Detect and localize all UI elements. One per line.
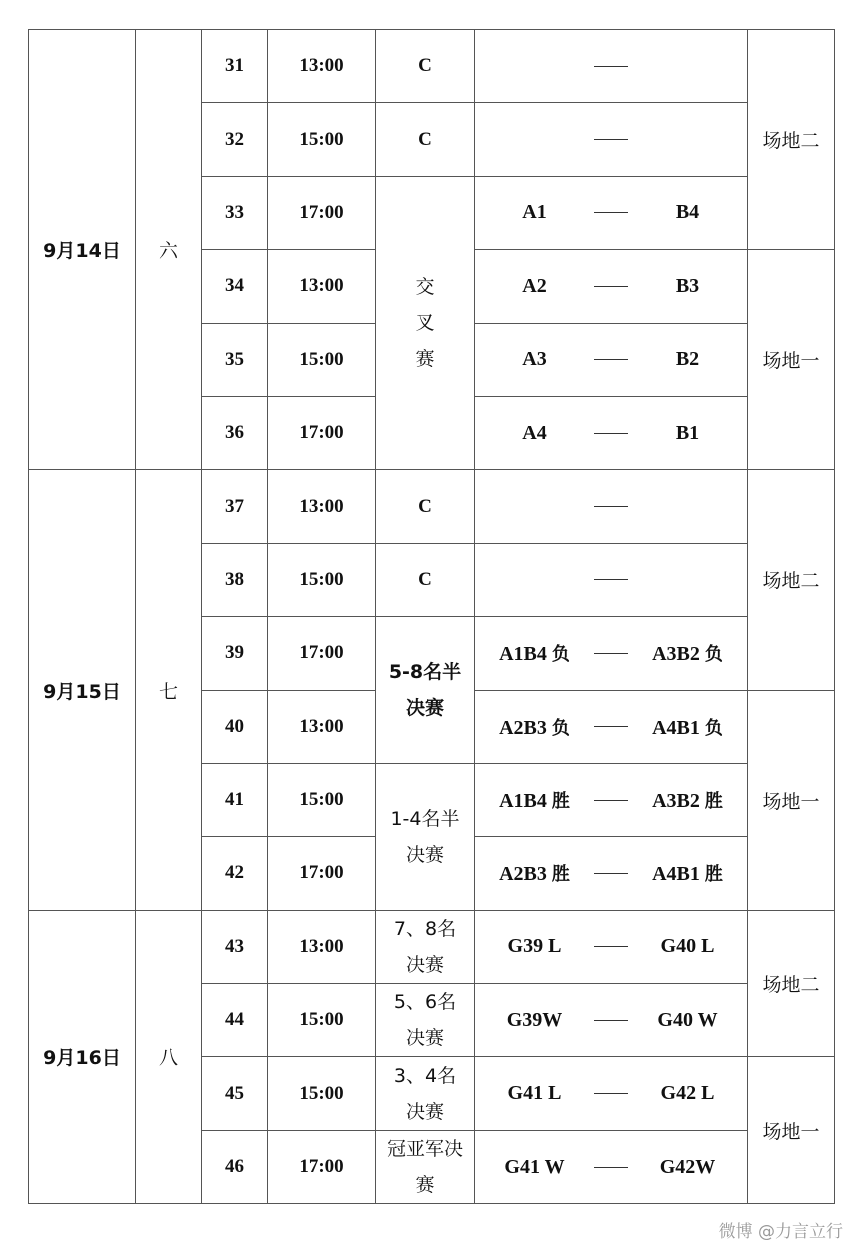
round-label: 1-4名半决赛 [390, 807, 460, 866]
home-team: A2B3 胜 [499, 863, 570, 886]
round-cell: C [376, 543, 475, 616]
vs-dash [594, 506, 628, 507]
match-time: 13:00 [268, 470, 376, 543]
date-cell: 9月16日 [29, 910, 136, 1204]
match-number: 46 [202, 1130, 268, 1203]
match-time: 17:00 [268, 617, 376, 690]
home-team: A1B4 负 [499, 643, 570, 666]
away-team: A4B1 胜 [652, 863, 723, 886]
round-cell [376, 910, 475, 983]
vs-dash [594, 433, 628, 434]
vs-dash [594, 212, 628, 213]
matchup-cell [475, 543, 748, 616]
matchup-cell [475, 910, 748, 983]
match-time: 13:00 [268, 910, 376, 983]
home-team: A1B4 胜 [499, 790, 570, 813]
match-time: 15:00 [268, 984, 376, 1057]
match-number: 38 [202, 543, 268, 616]
vs-dash [594, 653, 628, 654]
match-time: 15:00 [268, 323, 376, 396]
vs-dash [594, 946, 628, 947]
match-number: 33 [202, 176, 268, 249]
match-number: 45 [202, 1057, 268, 1130]
matchup-cell [475, 1057, 748, 1130]
round-label: 交叉赛 [415, 276, 435, 371]
match-time: 17:00 [268, 837, 376, 910]
matchup-cell [475, 323, 748, 396]
match-time: 13:00 [268, 690, 376, 763]
match-time: 13:00 [268, 250, 376, 323]
match-number: 31 [202, 30, 268, 103]
schedule-table [28, 29, 835, 1204]
round-label: 5-8名半决赛 [388, 661, 462, 720]
home-team: A3 [522, 348, 547, 371]
away-team: A3B2 胜 [652, 790, 723, 813]
match-number: 43 [202, 910, 268, 983]
matchup-cell [475, 30, 748, 103]
vs-dash [594, 726, 628, 727]
vs-dash [594, 579, 628, 580]
home-team: G41 W [504, 1155, 565, 1178]
round-cell [376, 176, 475, 470]
weekday-cell: 八 [136, 910, 202, 1204]
round-cell [376, 1057, 475, 1130]
venue-cell: 场地一 [748, 250, 835, 470]
date-cell: 9月14日 [29, 30, 136, 470]
round-cell [376, 617, 475, 764]
match-time: 17:00 [268, 1130, 376, 1203]
matchup-cell [475, 984, 748, 1057]
match-number: 37 [202, 470, 268, 543]
home-team: G41 L [507, 1082, 562, 1105]
vs-dash [594, 359, 628, 360]
match-number: 36 [202, 396, 268, 469]
round-label: 3、4名决赛 [393, 1064, 457, 1123]
venue-cell: 场地一 [748, 1057, 835, 1204]
matchup-cell [475, 1130, 748, 1203]
matchup-cell [475, 837, 748, 910]
matchup-cell [475, 176, 748, 249]
matchup-cell [475, 690, 748, 763]
vs-dash [594, 800, 628, 801]
match-number: 39 [202, 617, 268, 690]
away-team: B3 [675, 274, 700, 297]
matchup-cell [475, 617, 748, 690]
match-number: 35 [202, 323, 268, 396]
match-time: 17:00 [268, 396, 376, 469]
matchup-cell [475, 396, 748, 469]
match-time: 17:00 [268, 176, 376, 249]
venue-cell: 场地二 [748, 30, 835, 250]
round-cell: C [376, 470, 475, 543]
home-team: A2B3 负 [499, 716, 570, 739]
vs-dash [594, 1093, 628, 1094]
away-team: G42W [659, 1155, 716, 1178]
home-team: G39 L [507, 935, 562, 958]
table-row [29, 30, 835, 103]
away-team: A4B1 负 [652, 716, 723, 739]
match-number: 41 [202, 763, 268, 836]
match-time: 15:00 [268, 103, 376, 176]
home-team: A1 [522, 201, 547, 224]
match-time: 13:00 [268, 30, 376, 103]
match-time: 15:00 [268, 763, 376, 836]
match-number: 44 [202, 984, 268, 1057]
away-team: G40 W [657, 1008, 718, 1031]
watermark: 微博 @力言立行 [718, 1222, 843, 1242]
away-team: B2 [675, 348, 700, 371]
round-label: 7、8名决赛 [393, 917, 457, 976]
round-cell [376, 1130, 475, 1203]
matchup-cell [475, 763, 748, 836]
away-team: B4 [675, 201, 700, 224]
match-time: 15:00 [268, 543, 376, 616]
weekday-cell: 七 [136, 470, 202, 910]
home-team: A2 [522, 274, 547, 297]
round-cell [376, 984, 475, 1057]
vs-dash [594, 139, 628, 140]
weekday-cell: 六 [136, 30, 202, 470]
vs-dash [594, 66, 628, 67]
venue-cell: 场地二 [748, 910, 835, 1057]
away-team: B1 [675, 421, 700, 444]
home-team: A4 [522, 421, 547, 444]
round-cell: C [376, 103, 475, 176]
round-cell: C [376, 30, 475, 103]
venue-cell: 场地一 [748, 690, 835, 910]
match-number: 42 [202, 837, 268, 910]
away-team: G42 L [660, 1082, 715, 1105]
matchup-cell [475, 250, 748, 323]
round-label: 5、6名决赛 [393, 991, 457, 1050]
matchup-cell [475, 103, 748, 176]
match-number: 40 [202, 690, 268, 763]
away-team: A3B2 负 [652, 643, 723, 666]
round-label: 冠亚军决赛 [386, 1138, 463, 1197]
vs-dash [594, 1167, 628, 1168]
vs-dash [594, 286, 628, 287]
match-number: 34 [202, 250, 268, 323]
vs-dash [594, 873, 628, 874]
date-cell: 9月15日 [29, 470, 136, 910]
matchup-cell [475, 470, 748, 543]
venue-cell: 场地二 [748, 470, 835, 690]
table-row [29, 910, 835, 983]
match-number: 32 [202, 103, 268, 176]
home-team: G39W [506, 1008, 563, 1031]
round-cell [376, 763, 475, 910]
away-team: G40 L [660, 935, 715, 958]
match-time: 15:00 [268, 1057, 376, 1130]
table-row [29, 470, 835, 543]
vs-dash [594, 1020, 628, 1021]
